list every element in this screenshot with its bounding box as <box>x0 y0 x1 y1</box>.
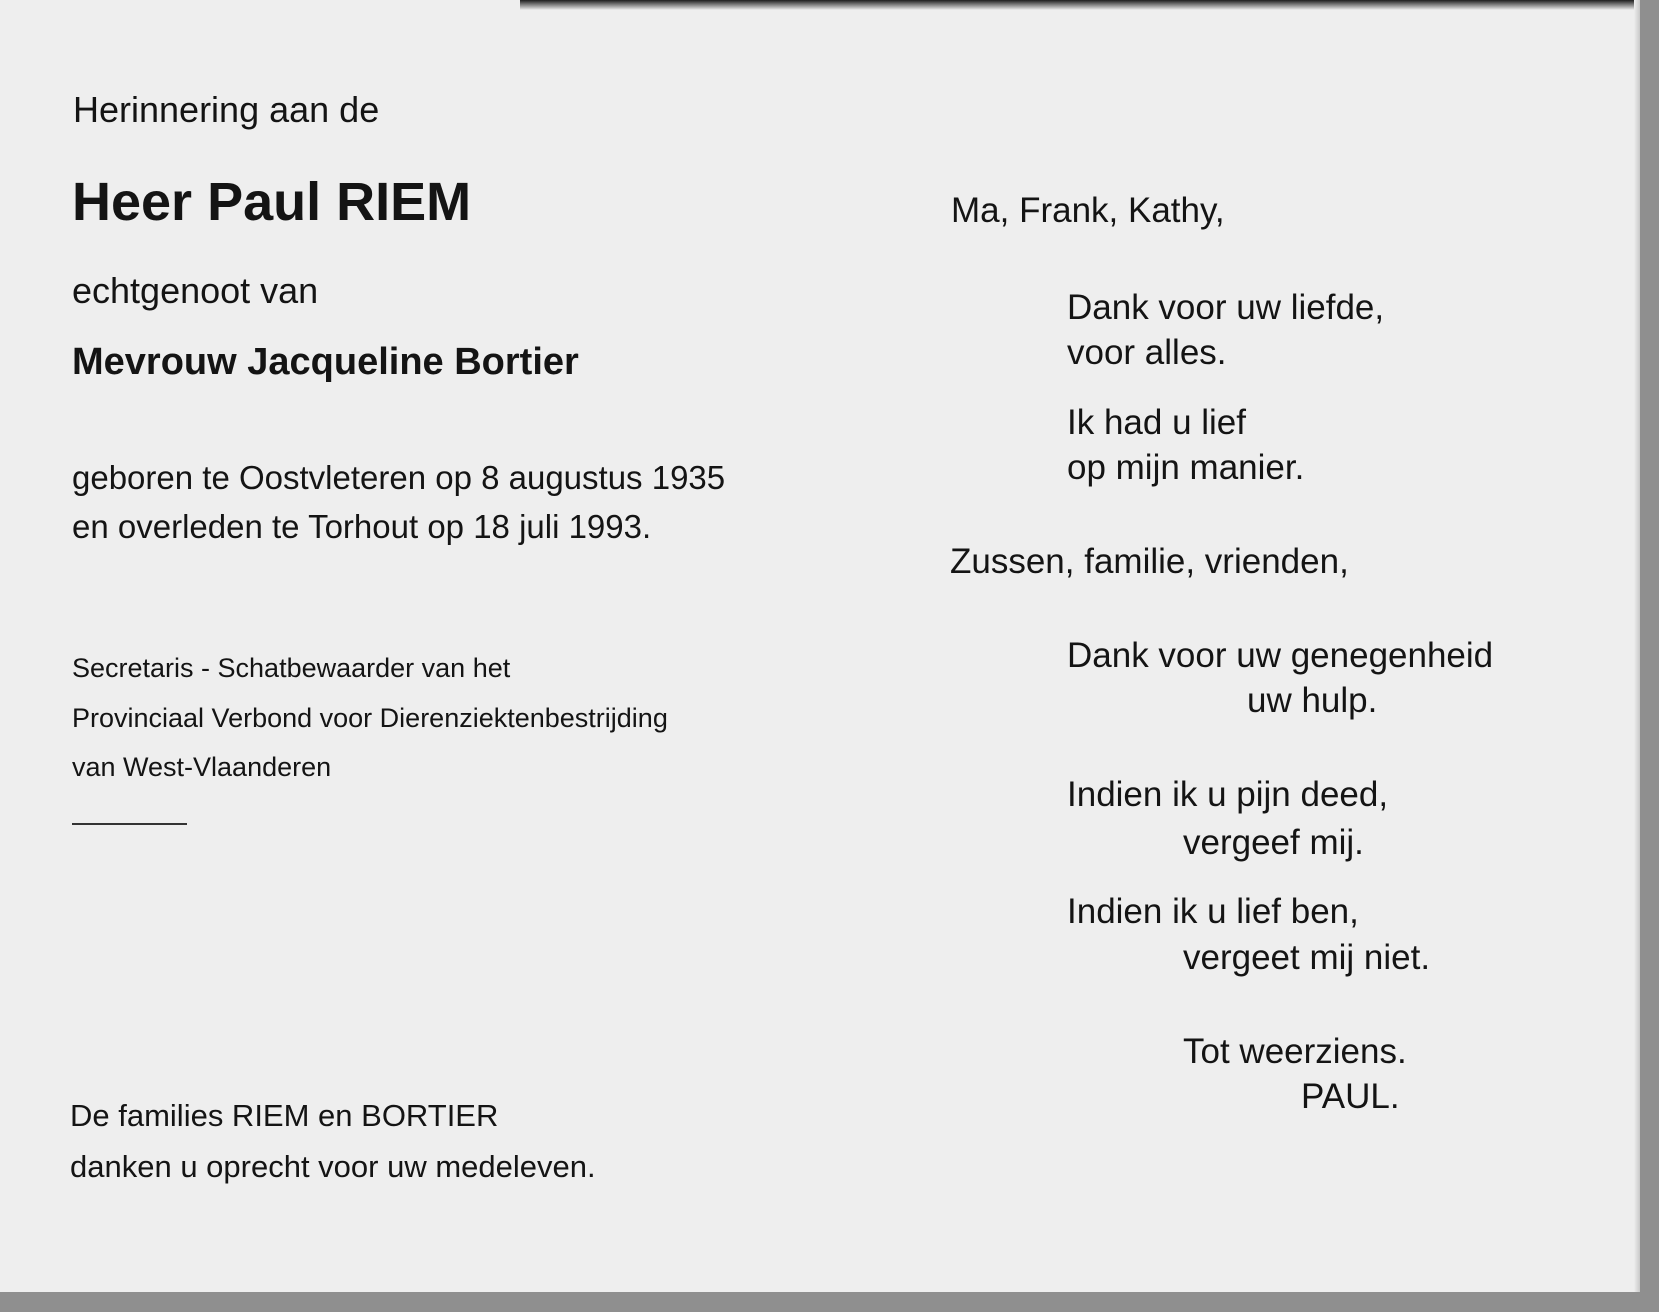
poem-line: Indien ik u pijn deed, <box>1067 775 1389 814</box>
top-edge-shadow <box>520 0 1640 10</box>
divider-line <box>72 823 187 825</box>
role-line: van West-Vlaanderen <box>72 752 332 782</box>
spouse-name: Mevrouw Jacqueline Bortier <box>72 341 579 383</box>
death-line: en overleden te Torhout op 18 juli 1993. <box>72 508 652 545</box>
birth-line: geboren te Oostvleteren op 8 augustus 1935 <box>72 459 726 496</box>
poem-line: Zussen, familie, vrienden, <box>950 542 1349 581</box>
spouse-intro: echtgenoot van <box>72 270 319 311</box>
deceased-name: Heer Paul RIEM <box>72 172 472 232</box>
poem-line: Tot weerziens. <box>1183 1032 1407 1071</box>
poem-line: Ik had u lief <box>1067 403 1246 442</box>
role-line: Secretaris - Schatbewaarder van het <box>72 653 511 683</box>
memorial-heading: Herinnering aan de <box>73 89 380 130</box>
poem-line: uw hulp. <box>1247 681 1378 720</box>
role-line: Provinciaal Verbond voor Dierenziektenbestrijding <box>72 703 668 733</box>
poem-line: Dank voor uw liefde, <box>1067 288 1385 327</box>
poem-line: op mijn manier. <box>1067 448 1305 487</box>
poem-signature: PAUL. <box>1301 1077 1400 1116</box>
right-edge-shadow <box>1634 0 1640 1292</box>
poem-line: Indien ik u lief ben, <box>1067 892 1359 931</box>
thanks-line: danken u oprecht voor uw medeleven. <box>70 1149 596 1184</box>
poem-line: vergeef mij. <box>1183 823 1364 862</box>
poem-line: vergeet mij niet. <box>1183 938 1431 977</box>
poem-line: voor alles. <box>1067 333 1227 372</box>
poem-line: Dank voor uw genegenheid <box>1067 636 1494 675</box>
thanks-line: De families RIEM en BORTIER <box>70 1098 499 1133</box>
poem-line: Ma, Frank, Kathy, <box>951 191 1225 230</box>
